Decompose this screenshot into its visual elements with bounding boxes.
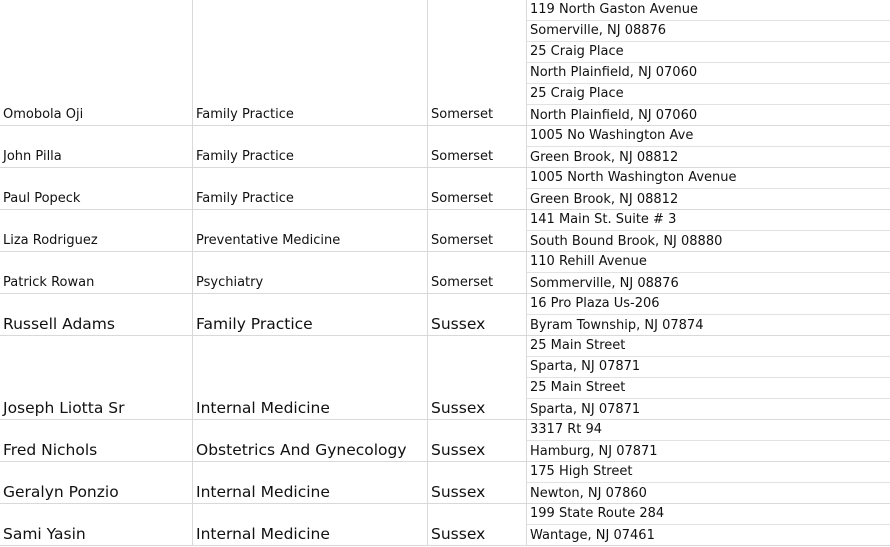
address-line-text: Sparta, NJ 07871 xyxy=(530,402,641,417)
address-line xyxy=(527,357,890,378)
address-cell[interactable] xyxy=(527,336,890,419)
address-line-text: 175 High Street xyxy=(530,464,633,479)
name-cell[interactable] xyxy=(0,126,193,167)
name-cell-text: Patrick Rowan xyxy=(3,275,95,290)
specialty-cell[interactable] xyxy=(193,294,428,335)
address-line-text: 25 Craig Place xyxy=(530,86,624,101)
address-line-text: Newton, NJ 07860 xyxy=(530,486,647,501)
specialty-cell[interactable] xyxy=(193,420,428,461)
table-row xyxy=(0,294,890,336)
specialty-cell-text: Internal Medicine xyxy=(196,399,330,417)
address-cell[interactable] xyxy=(527,210,890,251)
specialty-cell[interactable] xyxy=(193,336,428,419)
specialty-cell[interactable] xyxy=(193,168,428,209)
table-row xyxy=(0,336,890,420)
address-line-text: 25 Main Street xyxy=(530,338,626,353)
name-cell-text: Paul Popeck xyxy=(3,191,81,206)
address-cell[interactable] xyxy=(527,504,890,545)
address-line xyxy=(527,210,890,231)
address-line-text: Sparta, NJ 07871 xyxy=(530,359,641,374)
name-cell[interactable] xyxy=(0,336,193,419)
address-cell[interactable] xyxy=(527,0,890,125)
county-cell-text: Somerset xyxy=(431,275,494,290)
table-row xyxy=(0,210,890,252)
table-row xyxy=(0,420,890,462)
address-line-text: Hamburg, NJ 07871 xyxy=(530,444,658,459)
address-line xyxy=(527,252,890,273)
address-line-text: 16 Pro Plaza Us-206 xyxy=(530,296,660,311)
address-line-text: Sommerville, NJ 08876 xyxy=(530,276,679,291)
county-cell[interactable] xyxy=(428,210,527,251)
address-cell[interactable] xyxy=(527,462,890,503)
name-cell[interactable] xyxy=(0,210,193,251)
specialty-cell-text: Obstetrics And Gynecology xyxy=(196,441,407,459)
address-cell[interactable] xyxy=(527,252,890,293)
address-line xyxy=(527,231,890,252)
specialty-cell-text: Family Practice xyxy=(196,107,294,122)
address-line-text: South Bound Brook, NJ 08880 xyxy=(530,234,723,249)
name-cell-text: Fred Nichols xyxy=(3,441,98,459)
name-cell-text: Geralyn Ponzio xyxy=(3,483,119,501)
county-cell-text: Somerset xyxy=(431,149,494,164)
address-cell[interactable] xyxy=(527,168,890,209)
name-cell[interactable] xyxy=(0,0,193,125)
county-cell[interactable] xyxy=(428,252,527,293)
county-cell-text: Sussex xyxy=(431,483,486,501)
table-row xyxy=(0,0,890,126)
address-line xyxy=(527,504,890,525)
name-cell-text: Omobola Oji xyxy=(3,107,84,122)
name-cell-text: Russell Adams xyxy=(3,315,115,333)
specialty-cell[interactable] xyxy=(193,252,428,293)
specialty-cell-text: Internal Medicine xyxy=(196,525,330,543)
address-line-text: 119 North Gaston Avenue xyxy=(530,2,698,17)
county-cell[interactable] xyxy=(428,126,527,167)
address-line-text: Byram Township, NJ 07874 xyxy=(530,318,704,333)
address-line xyxy=(527,147,890,168)
address-line xyxy=(527,0,890,21)
address-line xyxy=(527,336,890,357)
specialty-cell[interactable] xyxy=(193,210,428,251)
address-line-text: 110 Rehill Avenue xyxy=(530,254,647,269)
address-line xyxy=(527,63,890,84)
address-line xyxy=(527,42,890,63)
name-cell[interactable] xyxy=(0,168,193,209)
address-cell[interactable] xyxy=(527,294,890,335)
county-cell[interactable] xyxy=(428,168,527,209)
address-line-text: 3317 Rt 94 xyxy=(530,422,603,437)
address-line xyxy=(527,399,890,420)
specialty-cell[interactable] xyxy=(193,0,428,125)
address-line xyxy=(527,378,890,399)
county-cell[interactable] xyxy=(428,420,527,461)
name-cell[interactable] xyxy=(0,294,193,335)
name-cell[interactable] xyxy=(0,504,193,545)
county-cell[interactable] xyxy=(428,0,527,125)
county-cell-text: Somerset xyxy=(431,233,494,248)
address-line xyxy=(527,420,890,441)
name-cell-text: Sami Yasin xyxy=(3,525,86,543)
address-cell[interactable] xyxy=(527,126,890,167)
address-line xyxy=(527,483,890,504)
county-cell-text: Sussex xyxy=(431,441,486,459)
address-line-text: Somerville, NJ 08876 xyxy=(530,23,667,38)
address-line-text: North Plainfield, NJ 07060 xyxy=(530,65,698,80)
address-line-text: 141 Main St. Suite # 3 xyxy=(530,212,677,227)
address-line-text: 25 Craig Place xyxy=(530,44,624,59)
table-row xyxy=(0,462,890,504)
table-row xyxy=(0,168,890,210)
name-cell-text: Liza Rodriguez xyxy=(3,233,98,248)
name-cell[interactable] xyxy=(0,462,193,503)
county-cell-text: Sussex xyxy=(431,315,486,333)
specialty-cell[interactable] xyxy=(193,462,428,503)
county-cell[interactable] xyxy=(428,462,527,503)
address-line-text: Green Brook, NJ 08812 xyxy=(530,150,679,165)
county-cell-text: Somerset xyxy=(431,191,494,206)
name-cell[interactable] xyxy=(0,252,193,293)
address-line xyxy=(527,84,890,105)
specialty-cell[interactable] xyxy=(193,504,428,545)
specialty-cell[interactable] xyxy=(193,126,428,167)
table-row xyxy=(0,504,890,546)
address-line xyxy=(527,294,890,315)
address-line-text: North Plainfield, NJ 07060 xyxy=(530,108,698,123)
name-cell-text: Joseph Liotta Sr xyxy=(3,399,125,417)
address-cell[interactable] xyxy=(527,420,890,461)
address-line xyxy=(527,126,890,147)
address-line-text: 1005 No Washington Ave xyxy=(530,128,694,143)
specialty-cell-text: Family Practice xyxy=(196,191,294,206)
name-cell-text: John Pilla xyxy=(3,149,62,164)
address-line xyxy=(527,315,890,336)
address-line-text: Green Brook, NJ 08812 xyxy=(530,192,679,207)
address-line xyxy=(527,525,890,546)
specialty-cell-text: Family Practice xyxy=(196,315,313,333)
address-line-text: 199 State Route 284 xyxy=(530,506,665,521)
address-line-text: 25 Main Street xyxy=(530,380,626,395)
address-line xyxy=(527,462,890,483)
address-line xyxy=(527,21,890,42)
specialty-cell-text: Psychiatry xyxy=(196,275,264,290)
address-line-text: Wantage, NJ 07461 xyxy=(530,528,655,543)
address-line-text: 1005 North Washington Avenue xyxy=(530,170,737,185)
address-line xyxy=(527,105,890,126)
address-line xyxy=(527,189,890,210)
specialty-cell-text: Family Practice xyxy=(196,149,294,164)
county-cell[interactable] xyxy=(428,336,527,419)
address-line xyxy=(527,273,890,294)
address-line xyxy=(527,441,890,462)
address-line xyxy=(527,168,890,189)
county-cell-text: Somerset xyxy=(431,107,494,122)
county-cell[interactable] xyxy=(428,294,527,335)
county-cell-text: Sussex xyxy=(431,399,486,417)
county-cell[interactable] xyxy=(428,504,527,545)
name-cell[interactable] xyxy=(0,420,193,461)
table-row xyxy=(0,252,890,294)
table-row xyxy=(0,126,890,168)
specialty-cell-text: Internal Medicine xyxy=(196,483,330,501)
specialty-cell-text: Preventative Medicine xyxy=(196,233,341,248)
county-cell-text: Sussex xyxy=(431,525,486,543)
